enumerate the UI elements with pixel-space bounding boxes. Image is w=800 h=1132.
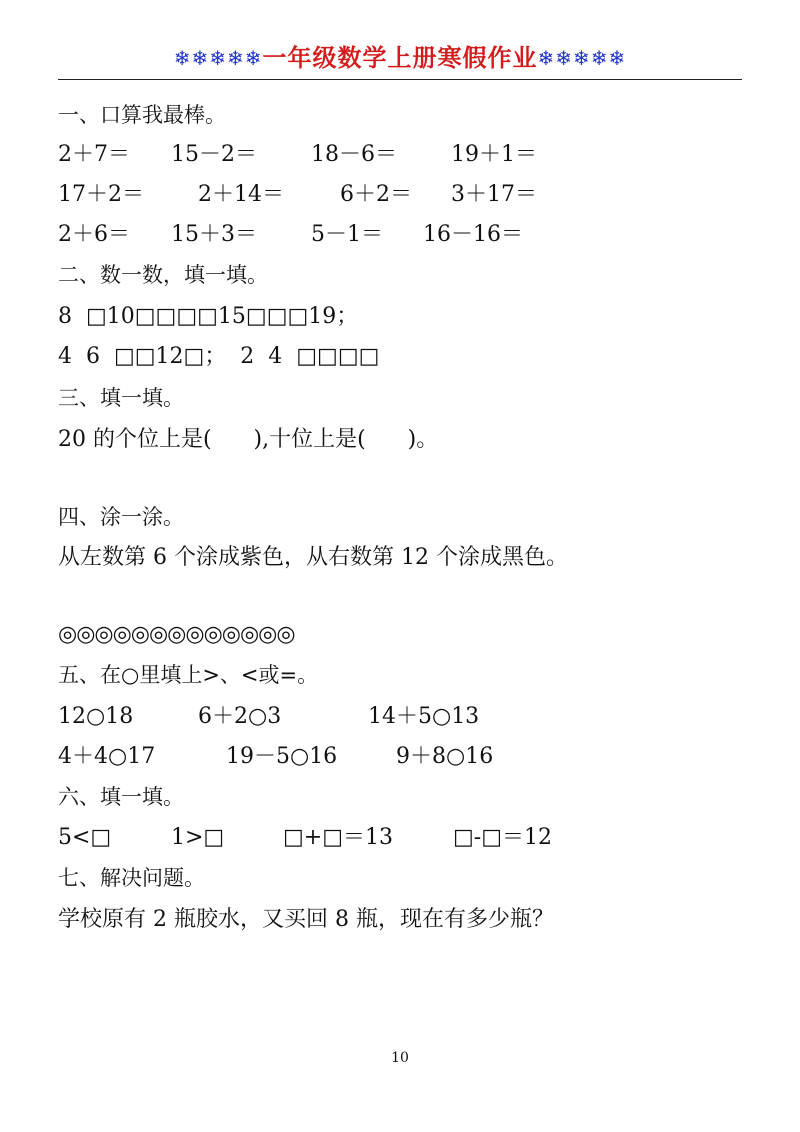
fill-in-item: 1>□ [171, 825, 225, 850]
arithmetic-item: 19＋1＝ [451, 142, 537, 167]
fill-in-item: □+□＝13 [283, 825, 394, 850]
section-4-heading: 四、涂一涂。 [58, 505, 184, 529]
number-sequence-2: 4 6 □□12□； 2 4 □□□□ [58, 344, 380, 369]
arithmetic-item: 3＋17＝ [451, 182, 537, 207]
section-1-heading: 一、口算我最棒。 [58, 103, 226, 127]
arithmetic-row-3 [58, 220, 742, 250]
snowflake-icons-right: ❄❄❄❄❄ [537, 46, 627, 70]
compare-row-1 [58, 702, 742, 732]
arithmetic-item: 5－1＝ [311, 222, 383, 247]
snowflake-icons-left: ❄❄❄❄❄ [173, 46, 263, 70]
word-problem: 学校原有 2 瓶胶水，又买回 8 瓶，现在有多少瓶？ [58, 907, 554, 932]
section-7-heading: 七、解决问题。 [58, 866, 205, 890]
arithmetic-item: 2＋6＝ [58, 222, 130, 247]
arithmetic-item: 2＋14＝ [198, 182, 284, 207]
arithmetic-row-1 [58, 140, 742, 170]
fill-in-row [58, 823, 742, 853]
compare-item: 12○18 [58, 704, 134, 729]
section-6-heading: 六、填一填。 [58, 785, 184, 809]
arithmetic-row-2 [58, 180, 742, 210]
arithmetic-item: 16－16＝ [423, 222, 523, 247]
arithmetic-item: 2＋7＝ [58, 142, 130, 167]
fill-in-item: □-□＝12 [453, 825, 553, 850]
section-2-heading: 二、数一数，填一填。 [58, 263, 268, 287]
section-3-heading: 三、填一填。 [58, 386, 184, 410]
compare-item: 19－5○16 [226, 744, 338, 769]
header-divider [58, 79, 742, 80]
page-header [0, 38, 800, 78]
compare-item: 6＋2○3 [198, 704, 282, 729]
arithmetic-item: 17＋2＝ [58, 182, 144, 207]
page-title: 一年级数学上册寒假作业 [262, 44, 538, 72]
arithmetic-item: 18－6＝ [311, 142, 397, 167]
page-number: 10 [391, 1050, 409, 1066]
arithmetic-item: 15－2＝ [171, 142, 257, 167]
compare-item: 9＋8○16 [396, 744, 494, 769]
circle-row: ◎◎◎◎◎◎◎◎◎◎◎◎◎ [58, 622, 295, 647]
section-5-heading: 五、在○里填上>、<或=。 [58, 663, 319, 687]
arithmetic-item: 15＋3＝ [171, 222, 257, 247]
coloring-instruction: 从左数第 6 个涂成紫色，从右数第 12 个涂成黑色。 [58, 545, 568, 570]
compare-row-2 [58, 742, 742, 772]
fill-in-item: 5<□ [58, 825, 112, 850]
arithmetic-item: 6＋2＝ [340, 182, 412, 207]
number-sequence-1: 8 □10□□□□15□□□19； [58, 304, 359, 329]
compare-item: 14＋5○13 [368, 704, 480, 729]
place-value-question: 20 的个位上是( ),十位上是( )。 [58, 427, 439, 452]
compare-item: 4＋4○17 [58, 744, 156, 769]
